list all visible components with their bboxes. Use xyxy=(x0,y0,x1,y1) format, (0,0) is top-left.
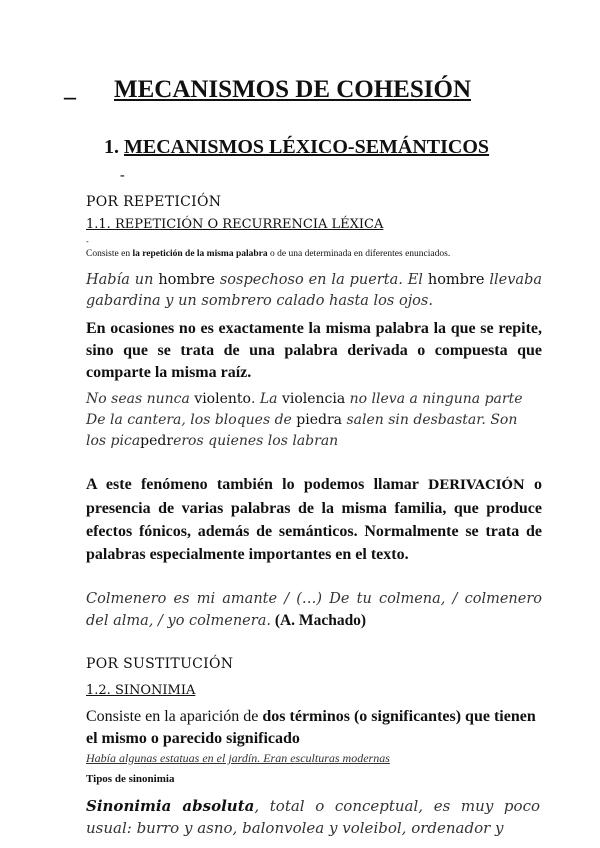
section-heading xyxy=(104,136,489,159)
explanation-paragraph: En ocasiones no es exactamente la misma palabra la que se repite, sino que se trata de una palabra derivada o compuesta que comparte la misma raíz. xyxy=(86,320,542,381)
ex2-l2-c: salen sin desbastar. Son xyxy=(342,412,518,428)
definition-bold: la repetición de la misma palabra xyxy=(132,249,268,259)
example-violento xyxy=(86,389,523,409)
ex1-part-a: Había un xyxy=(86,272,159,288)
ex2-pedr: pedr xyxy=(140,433,174,449)
ex2-l1-c: . La xyxy=(250,391,282,407)
definition-pre: Consiste en xyxy=(86,249,133,259)
machado-quote xyxy=(86,588,542,632)
sinonimia-example: Había algunas estatuas en el jardín. Eran esculturas modernas xyxy=(86,751,390,765)
ex1-part-e: llevaba gabardina y un sombrero calado hasta los ojos. xyxy=(86,272,543,309)
ex2-l2-a: De la cantera, los bloques de xyxy=(86,412,297,428)
sinonimia-def-pre: Consiste en la aparición de xyxy=(86,708,263,725)
section-number: 1. xyxy=(104,136,119,158)
quote-text: Colmenero es mi amante / (…) De tu colmena, / colmenero del alma, / yo colmenera. xyxy=(86,591,542,629)
absoluta-term: Sinonimia absoluta xyxy=(86,797,255,815)
ex1-part-c: sospechoso en la puerta. El xyxy=(214,272,428,288)
example-hombre xyxy=(86,270,542,312)
ex2-l3-a: los pica xyxy=(86,433,141,449)
sinonimia-absoluta xyxy=(86,795,540,839)
ex1-hombre-2: hombre xyxy=(427,272,485,288)
ex2-violento: violento xyxy=(194,391,251,407)
definition-post: o de una determinada en diferentes enunciados. xyxy=(267,249,451,259)
ex2-violencia: violencia xyxy=(281,391,346,407)
title-dash: _ xyxy=(64,76,76,102)
example-piedra xyxy=(86,410,517,430)
section-dash: - xyxy=(120,168,125,183)
repeticion-subheading: 1.1. REPETICIÓN O RECURRENCIA LÉXICA xyxy=(86,217,384,232)
tipos-sinonimia-label: Tipos de sinonimia xyxy=(86,773,175,785)
derivacion-term: DERIVACIÓN xyxy=(427,478,525,493)
sinonimia-def-bold: dos términos (o significantes) que tienen el mismo o parecido significado xyxy=(86,708,536,747)
tiny-dash: - xyxy=(86,237,89,246)
quote-author: (A. Machado) xyxy=(270,612,367,629)
sustitucion-heading: POR SUSTITUCIÓN xyxy=(86,656,234,672)
derivacion-pre: A este fenómeno también lo podemos llamar xyxy=(86,476,428,493)
sinonimia-subheading: 1.2. SINONIMIA xyxy=(86,683,196,698)
example-picapedreros xyxy=(86,431,338,451)
derivacion-post: o presencia de varias palabras de la misma familia, que produce efectos fónicos, además de semánticos. Normalmente se trata de palabras especialmente importantes en el texto. xyxy=(86,476,543,563)
ex2-l3-c: eros quienes los labran xyxy=(173,433,339,449)
ex2-l1-e: no lleva a ninguna parte xyxy=(345,391,523,407)
ex2-piedra: piedra xyxy=(296,412,343,428)
sinonimia-definition xyxy=(86,706,546,750)
page-title: MECANISMOS DE COHESIÓN xyxy=(114,76,471,103)
section-title: MECANISMOS LÉXICO-SEMÁNTICOS xyxy=(124,136,490,158)
ex1-hombre-1: hombre xyxy=(158,272,215,288)
ex2-l1-a: No seas nunca xyxy=(86,391,195,407)
repeticion-definition xyxy=(86,249,450,259)
absoluta-rest: , total o conceptual, es muy poco usual: burro y asno, balonvolea y voleibol, ordenador y xyxy=(86,797,540,837)
repeticion-heading: POR REPETICIÓN xyxy=(86,194,222,210)
derivacion-paragraph xyxy=(86,473,542,566)
